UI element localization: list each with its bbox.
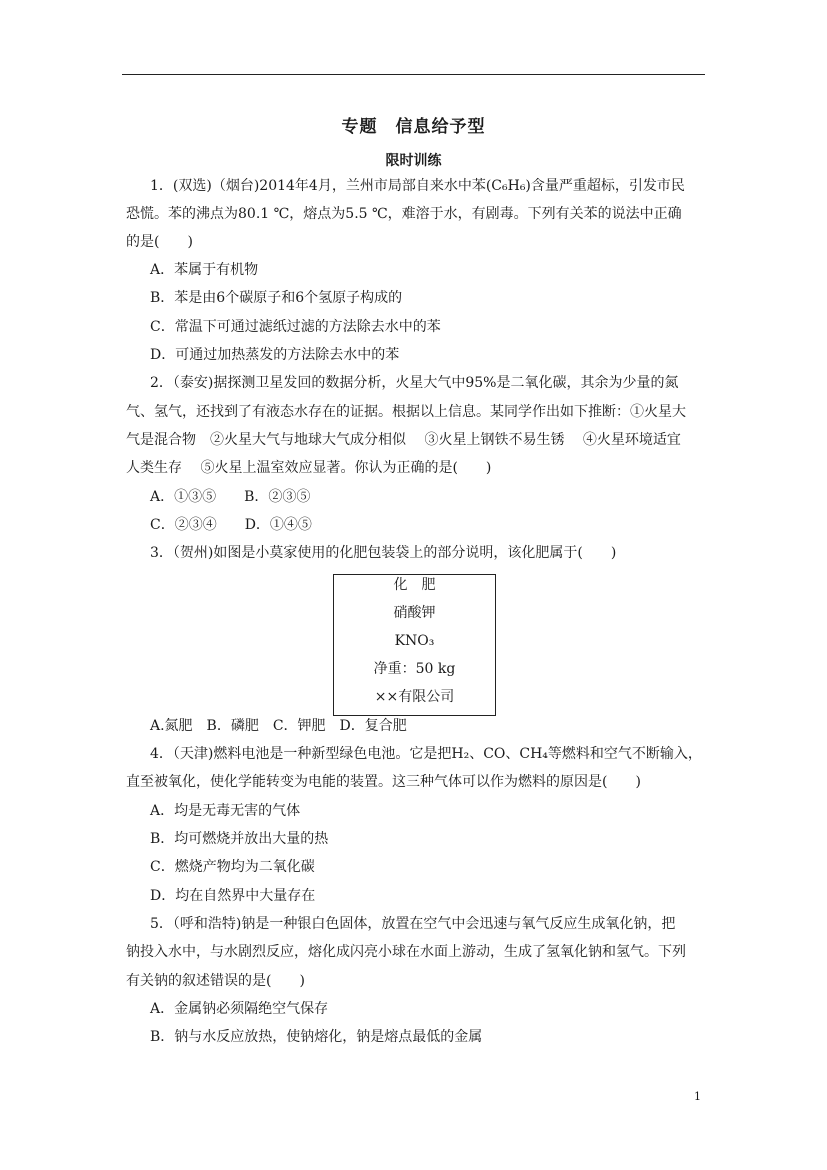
question-2-line-4: 人类生存 ⑤火星上温室效应显著。你认为正确的是( ) <box>126 460 492 476</box>
question-2-options-cd: C．②③④ D．①④⑤ <box>150 517 312 533</box>
fertilizer-label-company: ××有限公司 <box>374 689 455 705</box>
question-5-line-3: 有关钠的叙述错误的是( ) <box>126 973 305 989</box>
question-4-option-a: A．均是无毒无害的气体 <box>150 803 301 819</box>
question-1-line-3: 的是( ) <box>126 234 193 250</box>
fertilizer-label-formula: KNO₃ <box>394 633 435 649</box>
question-4-line-1: 4．（天津)燃料电池是一种新型绿色电池。它是把H₂、CO、CH₄等燃料和空气不断输入， <box>150 746 702 762</box>
fertilizer-label-name: 硝酸钾 <box>393 605 436 621</box>
question-2-options-ab: A．①③⑤ B．②③⑤ <box>150 489 311 505</box>
question-1-option-a: A．苯属于有机物 <box>150 262 259 278</box>
question-1-line-2: 恐慌。苯的沸点为80.1 ℃，熔点为5.5 ℃，难溶于水，有剧毒。下列有关苯的说法中正确 <box>126 206 682 222</box>
page-number: 1 <box>694 1090 701 1103</box>
question-3-options: A.氮肥 B．磷肥 C．钾肥 D．复合肥 <box>150 718 407 734</box>
question-4-option-c: C．燃烧产物均为二氧化碳 <box>150 859 315 875</box>
question-5-line-1: 5．（呼和浩特)钠是一种银白色固体，放置在空气中会迅速与氧气反应生成氧化钠，把 <box>150 916 676 932</box>
question-2-line-1: 2．（泰安)据探测卫星发回的数据分析，火星大气中95%是二氧化碳，其余为少量的氮 <box>150 375 679 391</box>
fertilizer-label-box <box>333 574 496 716</box>
question-3-line-1: 3．（贺州)如图是小莫家使用的化肥包装袋上的部分说明，该化肥属于( ) <box>150 545 617 561</box>
question-1-option-b: B．苯是由6个碳原子和6个氢原子构成的 <box>150 290 403 306</box>
fertilizer-label-weight: 净重：50 kg <box>373 661 456 677</box>
question-4-line-2: 直至被氧化，使化学能转变为电能的装置。这三种气体可以作为燃料的原因是( ) <box>126 774 641 790</box>
question-2-line-3: 气是混合物 ②火星大气与地球大气成分相似 ③火星上钢铁不易生锈 ④火星环境适宜 <box>126 432 681 448</box>
question-1-option-d: D．可通过加热蒸发的方法除去水中的苯 <box>150 347 400 363</box>
header-rule <box>122 74 705 75</box>
question-5-line-2: 钠投入水中，与水剧烈反应，熔化成闪亮小球在水面上游动，生成了氢氧化钠和氢气。下列 <box>126 944 686 960</box>
page-title: 专题 信息给予型 <box>341 117 486 137</box>
question-4-option-d: D．均在自然界中大量存在 <box>150 888 316 904</box>
question-5-option-b: B．钠与水反应放热，使钠熔化，钠是熔点最低的金属 <box>150 1029 483 1045</box>
section-subtitle: 限时训练 <box>385 153 442 169</box>
fertilizer-label-heading: 化 肥 <box>393 577 436 593</box>
question-4-option-b: B．均可燃烧并放出大量的热 <box>150 831 329 847</box>
question-1-line-1: 1．(双选)（烟台)2014年4月，兰州市局部自来水中苯(C₆H₆)含量严重超标，引发市民 <box>150 178 685 194</box>
question-1-option-c: C．常温下可通过滤纸过滤的方法除去水中的苯 <box>150 319 441 335</box>
question-5-option-a: A．金属钠必须隔绝空气保存 <box>150 1001 329 1017</box>
question-2-line-2: 气、氢气，还找到了有液态水存在的证据。根据以上信息。某同学作出如下推断：①火星大 <box>126 404 686 420</box>
